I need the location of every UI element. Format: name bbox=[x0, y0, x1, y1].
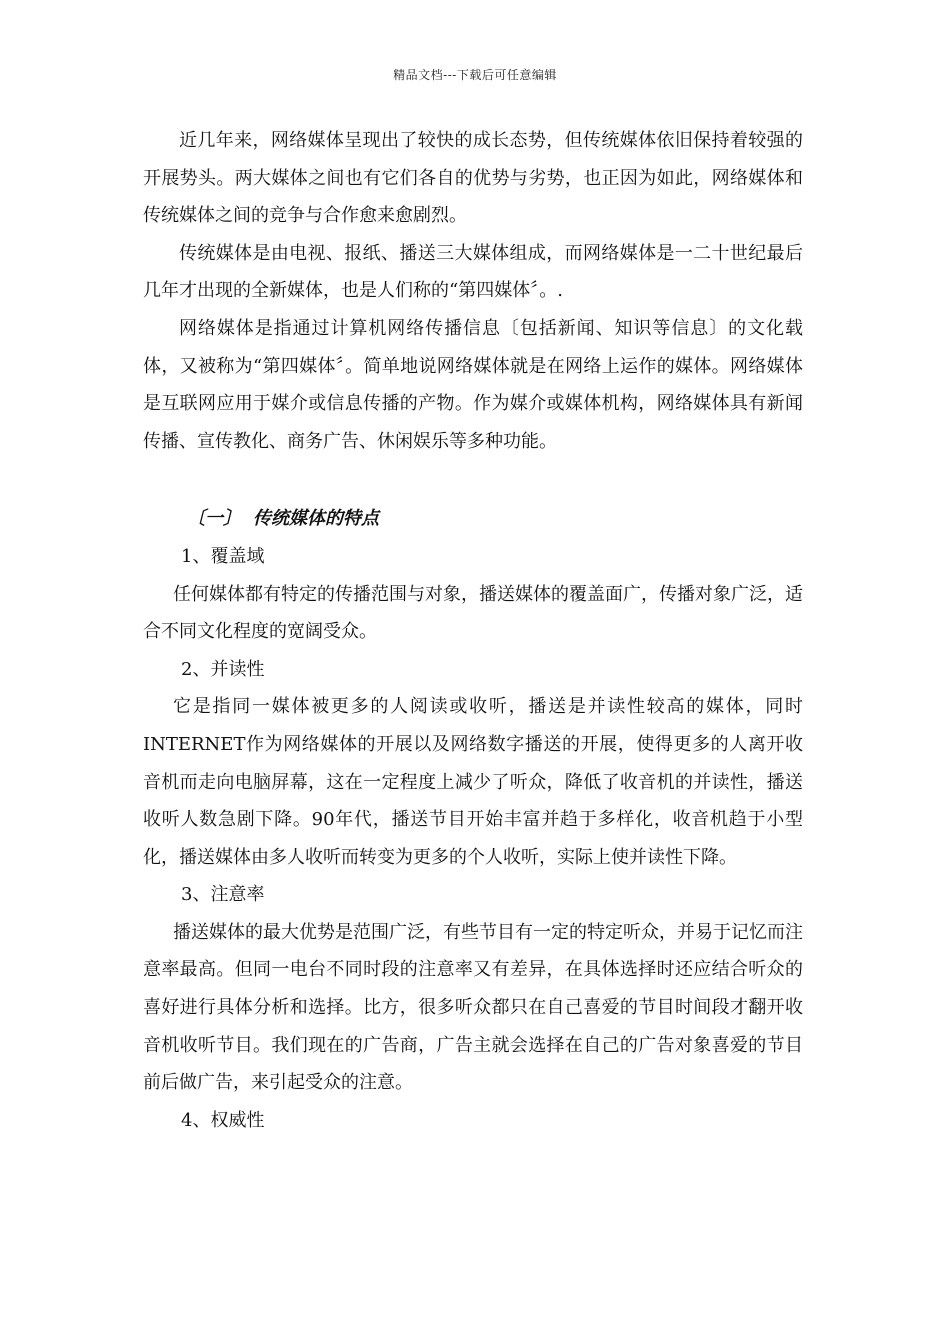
item-heading-attention: 3、注意率 bbox=[181, 884, 265, 906]
section-number: 〔一〕 bbox=[187, 508, 241, 530]
intro-paragraph-3: 网络媒体是指通过计算机网络传播信息〔包括新闻、知识等信息〕的文化载体，又被称为“第四媒体〞。简单地说网络媒体就是在网络上运作的媒体。网络媒体是互联网应用于媒介或信息传播的产物。作为媒介或媒体机构，网络媒体具有新闻传播、宣传教化、商务广告、休闲娱乐等多种功能。 bbox=[143, 317, 803, 452]
item-heading-readership: 2、并读性 bbox=[181, 658, 265, 680]
item-heading-coverage: 1、覆盖域 bbox=[181, 545, 265, 567]
item-heading-authority: 4、权威性 bbox=[181, 1109, 265, 1131]
item-body-attention: 播送媒体的最大优势是范围广泛，有些节目有一定的特定听众，并易于记忆而注意率最高。但同一电台不同时段的注意率又有差异，在具体选择时还应结合听众的喜好进行具体分析和选择。比方，很多听众都只在自己喜爱的节目时间段才翻开收音机收听节目。我们现在的广告商，广告主就会选择在自己的广告对象喜爱的节目前后做广告，来引起受众的注意。 bbox=[143, 921, 803, 1094]
section-title: 传统媒体的特点 bbox=[253, 508, 379, 530]
document-body bbox=[143, 122, 803, 1139]
intro-paragraph-2: 传统媒体是由电视、报纸、播送三大媒体组成，而网络媒体是一二十世纪最后几年才出现的全新媒体，也是人们称的“第四媒体〞。. bbox=[143, 242, 803, 302]
item-body-coverage: 任何媒体都有特定的传播范围与对象，播送媒体的覆盖面广，传播对象广泛，适合不同文化程度的宽阔受众。 bbox=[143, 583, 803, 643]
section-heading bbox=[143, 500, 803, 538]
page-header: 精品文档---下载后可任意编辑 bbox=[393, 68, 557, 82]
intro-paragraph-1: 近几年来，网络媒体呈现出了较快的成长态势，但传统媒体依旧保持着较强的开展势头。两大媒体之间也有它们各自的优势与劣势，也正因为如此，网络媒体和传统媒体之间的竞争与合作愈来愈剧烈。 bbox=[143, 130, 803, 227]
item-body-readership: 它是指同一媒体被更多的人阅读或收听，播送是并读性较高的媒体，同时INTERNET作为网络媒体的开展以及网络数字播送的开展，使得更多的人离开收音机而走向电脑屏幕，这在一定程度上减少了听众，降低了收音机的并读性，播送收听人数急剧下降。90年代，播送节目开始丰富并趋于多样化，收音机趋于小型化，播送媒体由多人收听而转变为更多的个人收听，实际上使并读性下降。 bbox=[143, 696, 803, 868]
